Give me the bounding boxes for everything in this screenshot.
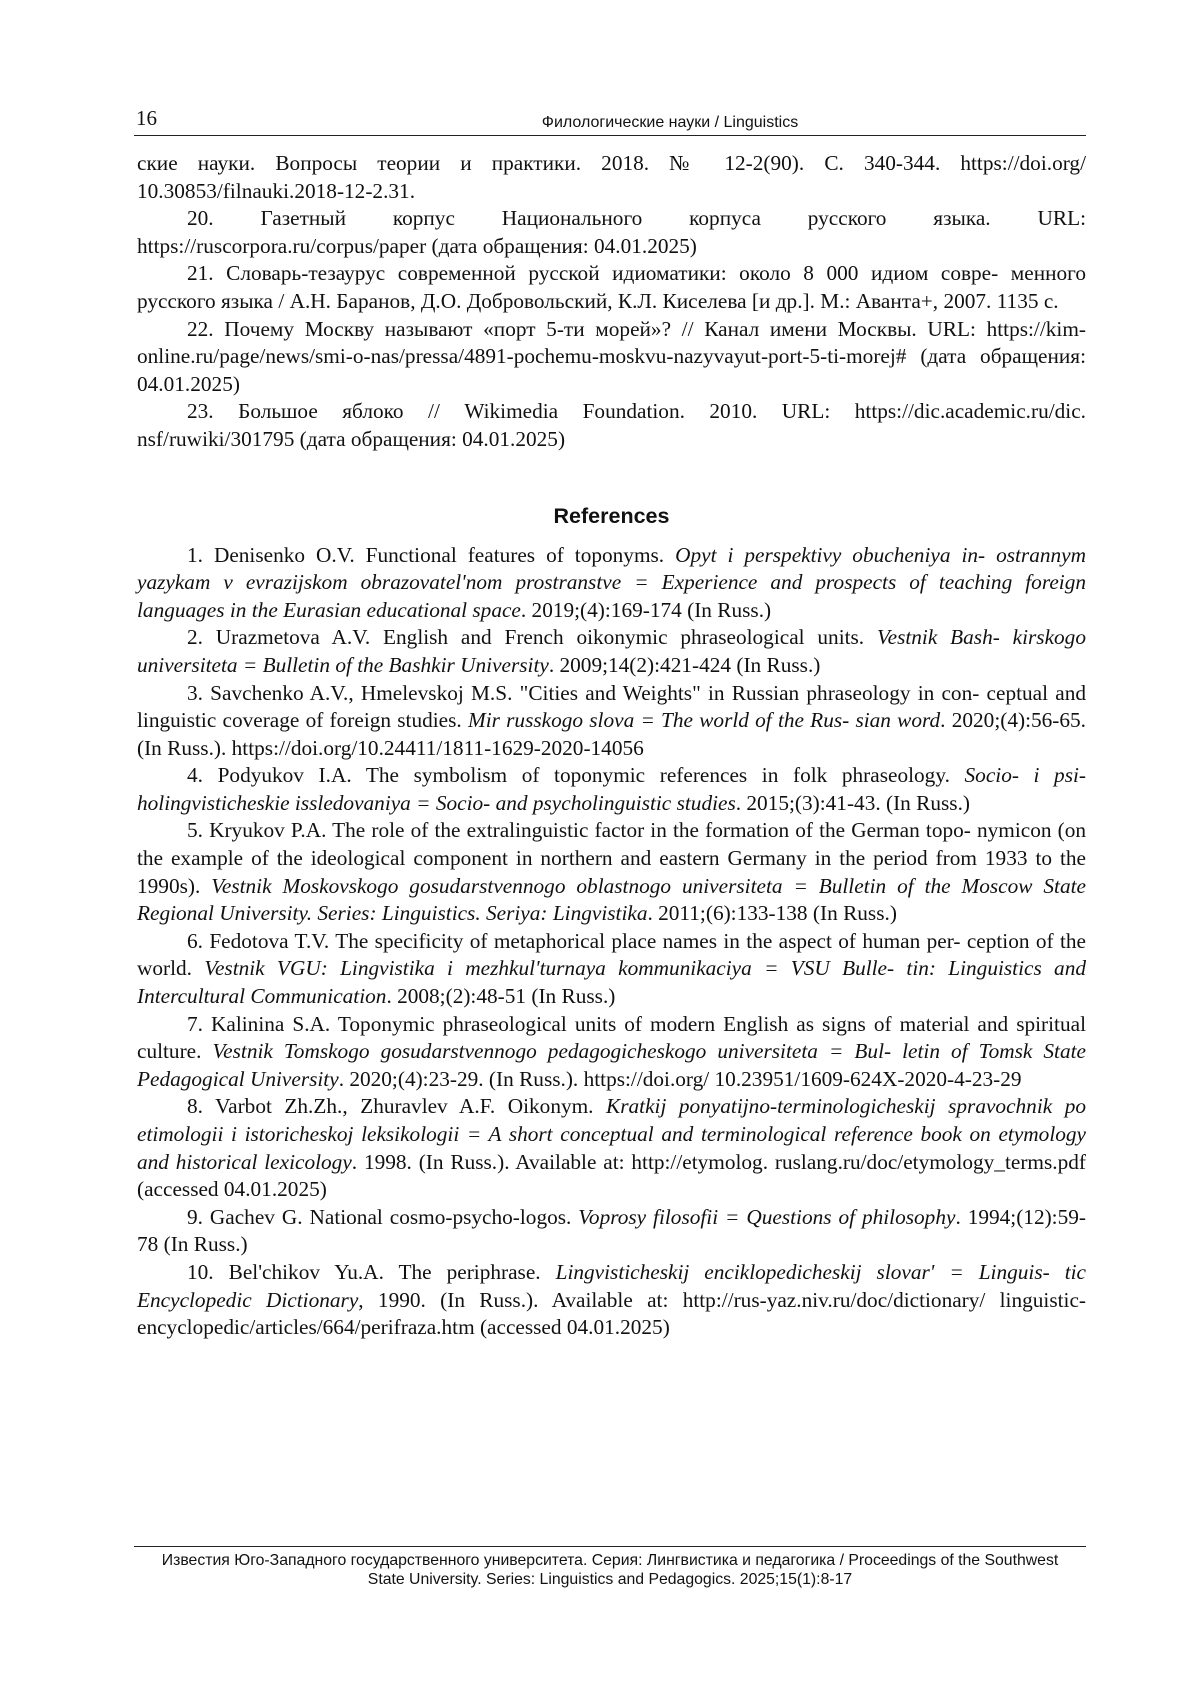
reference-7: [137, 1011, 1086, 1094]
reference-5-details: . 2011;(6):133-138 (In Russ.): [647, 901, 897, 926]
reference-5-source: Vestnik Moskovskogo gosudarstvennogo oblastnogo universiteta = Bulletin of the Moscow State Regional University. Series: Linguistics. Seriya: Lingvistika: [137, 873, 1086, 926]
reference-3-text: 3. Savchenko A.V., Hmelevskoj M.S. "Cities and Weights" in Russian phraseology in con- ceptual and linguistic coverage of foreign studies.: [137, 680, 1086, 733]
reference-5-text: 5. Kryukov P.A. The role of the extralinguistic factor in the formation of the German topo- nymicon (on the example of the ideological component in northern and eastern Germany in the period from 1933 to the 1990s).: [137, 818, 1086, 898]
footer-divider: [134, 1546, 1086, 1547]
ru-reference-20: 20. Газетный корпус Национального корпуса русского языка. URL: https://ruscorpora.ru/corpus/paper (дата обращения: 04.01.2025): [137, 206, 1086, 258]
reference-10-source: Lingvisticheskij enciklopedicheskij slovar' = Linguis- tic Encyclopedic Dictionary: [137, 1259, 1086, 1312]
reference-1: [137, 542, 1086, 625]
reference-6: [137, 928, 1086, 1011]
reference-4-text: 4. Podyukov I.A. The symbolism of toponymic references in folk phraseology.: [187, 763, 965, 788]
reference-7-source: Vestnik Tomskogo gosudarstvennogo pedagogicheskogo universiteta = Bul- letin of Tomsk State Pedagogical University: [137, 1039, 1086, 1091]
journal-footer: Известия Юго-Западного государственного университета. Серия: Лингвистика и педагогика / Proceedings of the Southwest State University. Series: Linguistics and Pedagogics. 2025;15(1):8-17: [161, 1552, 1059, 1588]
ru-reference-21: 21. Словарь-тезаурус современной русской идиоматики: около 8 000 идиом совре- менного русского языка / А.Н. Баранов, Д.О. Добровольский, К.Л. Киселева [и др.]. М.: Аванта+, 2007. 1135 с.: [137, 261, 1086, 313]
reference-1-details: . 2019;(4):169-174 (In Russ.): [520, 597, 772, 622]
reference-9-details: . 1994;(12):59-78 (In Russ.): [137, 1204, 1086, 1257]
reference-8: [137, 1093, 1086, 1203]
reference-5: [137, 817, 1086, 927]
reference-9-text: 9. Gachev G. National cosmo-psycho-logos.: [187, 1204, 579, 1229]
running-title: Филологические науки / Linguistics: [541, 114, 799, 131]
ru-reference-22: 22. Почему Москву называют «порт 5-ти морей»? // Канал имени Москвы. URL: https://kim-online.ru/page/news/smi-o-nas/pressa/4891-pochemu-moskvu-nazyvayut-port-5-ti-morej# (дата обращения: 04.01.2025): [137, 316, 1086, 396]
reference-10-details: , 1990. (In Russ.). Available at: http://rus-yaz.niv.ru/doc/dictionary/ linguistic-encyclopedic/articles/664/perifraza.htm (accessed 04.01.2025): [137, 1287, 1086, 1340]
reference-3-source: Mir russkogo slova = The world of the Rus- sian word: [467, 708, 941, 733]
reference-2-source: Vestnik Bash- kirskogo universiteta = Bulletin of the Bashkir University: [137, 625, 1086, 677]
reference-1-source: Opyt i perspektivy obucheniya in- ostrannym yazykam v evrazijskom obrazovatel'nom prostranstve = Experience and prospects of teaching foreign languages in the Eurasian educational space: [137, 542, 1086, 622]
reference-4: [137, 762, 1086, 817]
reference-3: [137, 680, 1086, 763]
reference-2: [137, 624, 1086, 679]
page-content: [137, 150, 1086, 1342]
reference-8-text: 8. Varbot Zh.Zh., Zhuravlev A.F. Oikonym.: [187, 1094, 607, 1119]
reference-9-source: Voprosy filosofii = Questions of philosophy: [578, 1204, 956, 1229]
reference-6-details: . 2008;(2):48-51 (In Russ.): [386, 984, 616, 1009]
reference-4-source: Socio- i psi- holingvisticheskie issledovaniya = Socio- and psycholinguistic studies: [137, 763, 1087, 815]
reference-1-text: 1. Denisenko O.V. Functional features of toponyms.: [187, 542, 676, 567]
reference-8-details: . 1998. (In Russ.). Available at: http://etymolog. ruslang.ru/doc/etymology_terms.pdf (accessed 04.01.2025): [137, 1149, 1086, 1202]
reference-4-details: . 2015;(3):41-43. (In Russ.): [735, 790, 970, 815]
reference-8-source: Kratkij ponyatijno-terminologicheskij spravochnik po etimologii i istoricheskoj leksikologii = A short conceptual and terminological reference book on etymology and historical lexicology: [137, 1094, 1087, 1174]
reference-6-text: 6. Fedotova T.V. The specificity of metaphorical place names in the aspect of human per- ception of the world.: [137, 928, 1086, 981]
page-number: 16: [136, 106, 157, 130]
reference-2-text: 2. Urazmetova A.V. English and French oikonymic phraseological units.: [187, 625, 877, 650]
reference-10: [137, 1259, 1086, 1342]
reference-9: [137, 1204, 1086, 1259]
references-heading: References: [553, 503, 670, 528]
reference-6-source: Vestnik VGU: Lingvistika i mezhkul'turnaya kommunikaciya = VSU Bulle- tin: Linguistics and Intercultural Communication: [137, 956, 1086, 1009]
reference-3-details: . 2020;(4):56-65. (In Russ.). https://doi.org/10.24411/1811-1629-2020-14056: [137, 708, 1086, 760]
reference-7-details: . 2020;(4):23-29. (In Russ.). https://doi.org/ 10.23951/1609-624X-2020-4-23-29: [338, 1066, 1022, 1091]
ru-reference-23: 23. Большое яблоко // Wikimedia Foundation. 2010. URL: https://dic.academic.ru/dic. nsf/ruwiki/301795 (дата обращения: 04.01.2025): [137, 399, 1086, 451]
ru-reference-19-tail: ские науки. Вопросы теории и практики. 2018. № 12-2(90). С. 340-344. https://doi.org/ 10.30853/filnauki.2018-12-2.31.: [137, 151, 1086, 203]
reference-10-text: 10. Bel'chikov Yu.A. The periphrase.: [187, 1259, 556, 1284]
reference-7-text: 7. Kalinina S.A. Toponymic phraseological units of modern English as signs of material and spiritual culture.: [137, 1011, 1086, 1064]
header-divider: [134, 135, 1086, 136]
reference-2-details: . 2009;14(2):421-424 (In Russ.): [548, 652, 821, 677]
